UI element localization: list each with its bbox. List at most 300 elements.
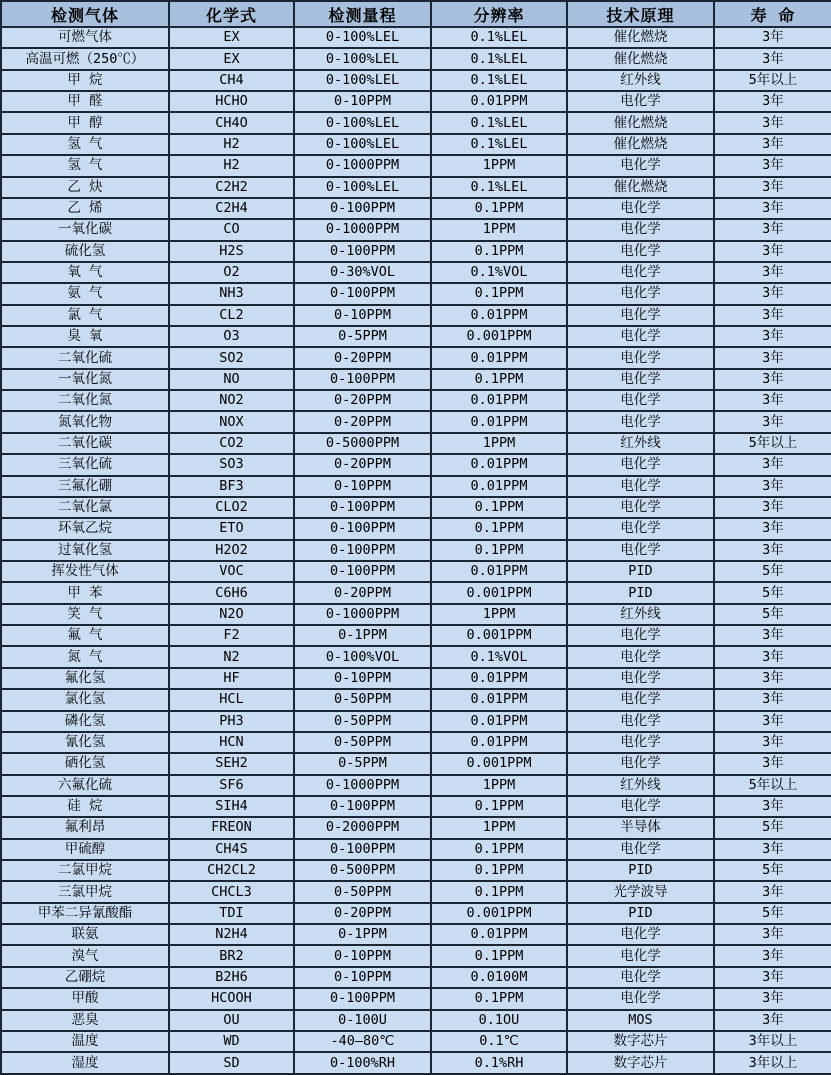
column-header-technology: 技术原理 [567, 1, 714, 27]
detection-range-cell: 0-20PPM [294, 903, 431, 924]
resolution-cell: 0.1%LEL [431, 27, 567, 48]
lifespan-cell: 3年 [714, 369, 831, 390]
table-row [1, 689, 831, 710]
gas-name-cell: 甲 苯 [1, 582, 169, 603]
lifespan-cell: 3年 [714, 518, 831, 539]
lifespan-cell: 3年 [714, 476, 831, 497]
lifespan-cell: 3年 [714, 497, 831, 518]
chemical-formula-cell: NO [169, 369, 294, 390]
chemical-formula-cell: NH3 [169, 283, 294, 304]
technology-cell: 电化学 [567, 625, 714, 646]
lifespan-cell: 3年以上 [714, 1031, 831, 1052]
resolution-cell: 0.1%RH [431, 1052, 567, 1074]
technology-cell: 电化学 [567, 369, 714, 390]
resolution-cell: 0.01PPM [431, 561, 567, 582]
detection-range-cell: 0-50PPM [294, 711, 431, 732]
resolution-cell: 0.001PPM [431, 753, 567, 774]
technology-cell: 电化学 [567, 497, 714, 518]
lifespan-cell: 5年 [714, 582, 831, 603]
resolution-cell: 0.1%VOL [431, 646, 567, 667]
chemical-formula-cell: NO2 [169, 390, 294, 411]
gas-name-cell: 可燃气体 [1, 27, 169, 48]
technology-cell: 电化学 [567, 839, 714, 860]
resolution-cell: 0.1PPM [431, 518, 567, 539]
technology-cell: 电化学 [567, 988, 714, 1009]
table-row [1, 561, 831, 582]
table-row [1, 518, 831, 539]
chemical-formula-cell: OU [169, 1010, 294, 1031]
lifespan-cell: 3年 [714, 732, 831, 753]
lifespan-cell: 3年 [714, 305, 831, 326]
detection-range-cell: 0-100%RH [294, 1052, 431, 1074]
detection-range-cell: 0-10PPM [294, 305, 431, 326]
gas-name-cell: 一氧化碳 [1, 219, 169, 240]
detection-range-cell: 0-10PPM [294, 91, 431, 112]
chemical-formula-cell: CH4S [169, 839, 294, 860]
resolution-cell: 1PPM [431, 433, 567, 454]
detection-range-cell: 0-1PPM [294, 924, 431, 945]
table-row [1, 198, 831, 219]
detection-range-cell: 0-30%VOL [294, 262, 431, 283]
gas-name-cell: 六氟化硫 [1, 775, 169, 796]
lifespan-cell: 3年 [714, 967, 831, 988]
gas-name-cell: 甲苯二异氰酸酯 [1, 903, 169, 924]
column-header-detection-range: 检测量程 [294, 1, 431, 27]
chemical-formula-cell: SEH2 [169, 753, 294, 774]
lifespan-cell: 3年 [714, 1010, 831, 1031]
lifespan-cell: 3年 [714, 155, 831, 176]
lifespan-cell: 5年 [714, 604, 831, 625]
resolution-cell: 0.1PPM [431, 283, 567, 304]
technology-cell: 催化燃烧 [567, 27, 714, 48]
gas-name-cell: 笑 气 [1, 604, 169, 625]
lifespan-cell: 5年 [714, 561, 831, 582]
lifespan-cell: 3年 [714, 326, 831, 347]
detection-range-cell: 0-500PPM [294, 860, 431, 881]
resolution-cell: 0.1℃ [431, 1031, 567, 1052]
detection-range-cell: 0-1000PPM [294, 155, 431, 176]
chemical-formula-cell: WD [169, 1031, 294, 1052]
table-row [1, 732, 831, 753]
detection-range-cell: 0-100PPM [294, 518, 431, 539]
chemical-formula-cell: N2H4 [169, 924, 294, 945]
lifespan-cell: 3年 [714, 753, 831, 774]
chemical-formula-cell: NOX [169, 411, 294, 432]
lifespan-cell: 3年 [714, 924, 831, 945]
gas-name-cell: 乙 烯 [1, 198, 169, 219]
chemical-formula-cell: O2 [169, 262, 294, 283]
table-row [1, 988, 831, 1009]
gas-name-cell: 联氨 [1, 924, 169, 945]
lifespan-cell: 3年 [714, 177, 831, 198]
lifespan-cell: 3年 [714, 646, 831, 667]
technology-cell: 电化学 [567, 155, 714, 176]
table-row [1, 326, 831, 347]
technology-cell: 电化学 [567, 518, 714, 539]
technology-cell: 催化燃烧 [567, 177, 714, 198]
table-row [1, 839, 831, 860]
resolution-cell: 0.1%LEL [431, 177, 567, 198]
chemical-formula-cell: FREON [169, 817, 294, 838]
chemical-formula-cell: HCHO [169, 91, 294, 112]
chemical-formula-cell: CO [169, 219, 294, 240]
lifespan-cell: 5年 [714, 903, 831, 924]
table-row [1, 903, 831, 924]
technology-cell: 电化学 [567, 305, 714, 326]
table-row [1, 27, 831, 48]
resolution-cell: 0.01PPM [431, 411, 567, 432]
technology-cell: 电化学 [567, 91, 714, 112]
technology-cell: 催化燃烧 [567, 48, 714, 69]
detection-range-cell: 0-100PPM [294, 369, 431, 390]
detection-range-cell: 0-100%LEL [294, 70, 431, 91]
table-row [1, 967, 831, 988]
resolution-cell: 0.001PPM [431, 582, 567, 603]
lifespan-cell: 5年以上 [714, 433, 831, 454]
resolution-cell: 0.01PPM [431, 390, 567, 411]
table-row [1, 390, 831, 411]
gas-name-cell: 乙 炔 [1, 177, 169, 198]
resolution-cell: 0.01PPM [431, 711, 567, 732]
gas-name-cell: 甲酸 [1, 988, 169, 1009]
lifespan-cell: 3年 [714, 262, 831, 283]
technology-cell: 电化学 [567, 646, 714, 667]
lifespan-cell: 3年 [714, 347, 831, 368]
resolution-cell: 0.01PPM [431, 347, 567, 368]
chemical-formula-cell: SF6 [169, 775, 294, 796]
gas-name-cell: 氟 气 [1, 625, 169, 646]
resolution-cell: 0.1%LEL [431, 70, 567, 91]
gas-name-cell: 二氧化氮 [1, 390, 169, 411]
table-row [1, 134, 831, 155]
table-row [1, 796, 831, 817]
table-row [1, 945, 831, 966]
chemical-formula-cell: SD [169, 1052, 294, 1074]
gas-name-cell: 湿度 [1, 1052, 169, 1074]
gas-name-cell: 氨 气 [1, 283, 169, 304]
chemical-formula-cell: CHCL3 [169, 881, 294, 902]
table-row [1, 70, 831, 91]
chemical-formula-cell: SO3 [169, 454, 294, 475]
gas-name-cell: 恶臭 [1, 1010, 169, 1031]
gas-name-cell: 氮 气 [1, 646, 169, 667]
gas-name-cell: 氰化氢 [1, 732, 169, 753]
lifespan-cell: 3年 [714, 881, 831, 902]
lifespan-cell: 5年以上 [714, 70, 831, 91]
resolution-cell: 0.1PPM [431, 497, 567, 518]
detection-range-cell: 0-5PPM [294, 326, 431, 347]
resolution-cell: 0.1PPM [431, 988, 567, 1009]
technology-cell: 红外线 [567, 70, 714, 91]
lifespan-cell: 3年 [714, 27, 831, 48]
lifespan-cell: 3年 [714, 988, 831, 1009]
lifespan-cell: 3年 [714, 91, 831, 112]
detection-range-cell: 0-10PPM [294, 476, 431, 497]
technology-cell: 光学波导 [567, 881, 714, 902]
table-row [1, 112, 831, 133]
chemical-formula-cell: PH3 [169, 711, 294, 732]
column-header-lifespan: 寿 命 [714, 1, 831, 27]
technology-cell: 数字芯片 [567, 1052, 714, 1074]
gas-name-cell: 温度 [1, 1031, 169, 1052]
resolution-cell: 1PPM [431, 604, 567, 625]
table-row [1, 860, 831, 881]
detection-range-cell: 0-50PPM [294, 689, 431, 710]
lifespan-cell: 3年 [714, 668, 831, 689]
table-row [1, 924, 831, 945]
table-row [1, 582, 831, 603]
resolution-cell: 0.1PPM [431, 369, 567, 390]
resolution-cell: 0.1PPM [431, 839, 567, 860]
detection-range-cell: 0-100%LEL [294, 48, 431, 69]
detection-range-cell: 0-10PPM [294, 967, 431, 988]
gas-name-cell: 乙硼烷 [1, 967, 169, 988]
technology-cell: 电化学 [567, 390, 714, 411]
resolution-cell: 0.1PPM [431, 945, 567, 966]
chemical-formula-cell: CH4 [169, 70, 294, 91]
header-row [1, 1, 831, 27]
technology-cell: PID [567, 860, 714, 881]
gas-name-cell: 氯化氢 [1, 689, 169, 710]
resolution-cell: 1PPM [431, 155, 567, 176]
detection-range-cell: 0-20PPM [294, 390, 431, 411]
detection-range-cell: 0-1000PPM [294, 604, 431, 625]
detection-range-cell: 0-100PPM [294, 283, 431, 304]
table-row [1, 881, 831, 902]
chemical-formula-cell: N2 [169, 646, 294, 667]
detection-range-cell: 0-100PPM [294, 540, 431, 561]
technology-cell: 电化学 [567, 262, 714, 283]
detection-range-cell: 0-1PPM [294, 625, 431, 646]
detection-range-cell: -40—80℃ [294, 1031, 431, 1052]
table-row [1, 411, 831, 432]
detection-range-cell: 0-20PPM [294, 411, 431, 432]
table-row [1, 262, 831, 283]
technology-cell: 电化学 [567, 924, 714, 945]
chemical-formula-cell: BR2 [169, 945, 294, 966]
chemical-formula-cell: H2 [169, 155, 294, 176]
table-row [1, 347, 831, 368]
resolution-cell: 1PPM [431, 219, 567, 240]
gas-name-cell: 高温可燃（250℃） [1, 48, 169, 69]
table-row [1, 540, 831, 561]
resolution-cell: 0.1%VOL [431, 262, 567, 283]
detection-range-cell: 0-100PPM [294, 241, 431, 262]
gas-name-cell: 氢 气 [1, 155, 169, 176]
chemical-formula-cell: O3 [169, 326, 294, 347]
lifespan-cell: 3年 [714, 48, 831, 69]
chemical-formula-cell: HCOOH [169, 988, 294, 1009]
table-row [1, 711, 831, 732]
technology-cell: 电化学 [567, 967, 714, 988]
detection-range-cell: 0-20PPM [294, 582, 431, 603]
technology-cell: MOS [567, 1010, 714, 1031]
table-row [1, 219, 831, 240]
technology-cell: 红外线 [567, 604, 714, 625]
chemical-formula-cell: VOC [169, 561, 294, 582]
gas-name-cell: 三氟化硼 [1, 476, 169, 497]
gas-name-cell: 溴气 [1, 945, 169, 966]
chemical-formula-cell: F2 [169, 625, 294, 646]
detection-range-cell: 0-100PPM [294, 198, 431, 219]
chemical-formula-cell: CO2 [169, 433, 294, 454]
table-row [1, 454, 831, 475]
chemical-formula-cell: B2H6 [169, 967, 294, 988]
technology-cell: 电化学 [567, 945, 714, 966]
gas-name-cell: 三氧化硫 [1, 454, 169, 475]
detection-range-cell: 0-100U [294, 1010, 431, 1031]
table-row [1, 241, 831, 262]
table-row [1, 1010, 831, 1031]
technology-cell: 电化学 [567, 668, 714, 689]
lifespan-cell: 3年 [714, 219, 831, 240]
lifespan-cell: 3年 [714, 241, 831, 262]
lifespan-cell: 3年以上 [714, 1052, 831, 1074]
chemical-formula-cell: SO2 [169, 347, 294, 368]
table-row [1, 305, 831, 326]
lifespan-cell: 5年 [714, 860, 831, 881]
gas-name-cell: 二氧化碳 [1, 433, 169, 454]
technology-cell: 电化学 [567, 689, 714, 710]
chemical-formula-cell: TDI [169, 903, 294, 924]
gas-name-cell: 氟化氢 [1, 668, 169, 689]
detection-range-cell: 0-20PPM [294, 347, 431, 368]
resolution-cell: 0.1PPM [431, 860, 567, 881]
detection-range-cell: 0-100%LEL [294, 112, 431, 133]
lifespan-cell: 3年 [714, 796, 831, 817]
detection-range-cell: 0-100PPM [294, 839, 431, 860]
chemical-formula-cell: EX [169, 27, 294, 48]
technology-cell: 数字芯片 [567, 1031, 714, 1052]
lifespan-cell: 3年 [714, 945, 831, 966]
technology-cell: 红外线 [567, 433, 714, 454]
table-row [1, 625, 831, 646]
resolution-cell: 0.0100M [431, 967, 567, 988]
technology-cell: 电化学 [567, 796, 714, 817]
detection-range-cell: 0-2000PPM [294, 817, 431, 838]
gas-name-cell: 硅 烷 [1, 796, 169, 817]
technology-cell: 电化学 [567, 711, 714, 732]
chemical-formula-cell: EX [169, 48, 294, 69]
technology-cell: PID [567, 561, 714, 582]
detection-range-cell: 0-100PPM [294, 988, 431, 1009]
technology-cell: 电化学 [567, 753, 714, 774]
chemical-formula-cell: HCN [169, 732, 294, 753]
table-row [1, 155, 831, 176]
gas-name-cell: 二氧化硫 [1, 347, 169, 368]
technology-cell: 电化学 [567, 241, 714, 262]
gas-name-cell: 氮氧化物 [1, 411, 169, 432]
gas-name-cell: 氢 气 [1, 134, 169, 155]
lifespan-cell: 3年 [714, 540, 831, 561]
gas-name-cell: 二氧化氯 [1, 497, 169, 518]
table-row [1, 646, 831, 667]
technology-cell: 催化燃烧 [567, 134, 714, 155]
gas-name-cell: 挥发性气体 [1, 561, 169, 582]
detection-range-cell: 0-20PPM [294, 454, 431, 475]
gas-name-cell: 甲 醛 [1, 91, 169, 112]
table-row [1, 1052, 831, 1074]
technology-cell: 红外线 [567, 775, 714, 796]
table-row [1, 604, 831, 625]
resolution-cell: 0.01PPM [431, 91, 567, 112]
resolution-cell: 0.1OU [431, 1010, 567, 1031]
gas-name-cell: 臭 氧 [1, 326, 169, 347]
column-header-chemical-formula: 化学式 [169, 1, 294, 27]
table-row [1, 91, 831, 112]
table-row [1, 1031, 831, 1052]
resolution-cell: 0.1PPM [431, 796, 567, 817]
resolution-cell: 0.01PPM [431, 476, 567, 497]
resolution-cell: 0.1PPM [431, 198, 567, 219]
table-body [1, 27, 831, 1074]
resolution-cell: 0.1PPM [431, 540, 567, 561]
resolution-cell: 0.001PPM [431, 326, 567, 347]
technology-cell: 催化燃烧 [567, 112, 714, 133]
gas-name-cell: 一氧化氮 [1, 369, 169, 390]
lifespan-cell: 3年 [714, 689, 831, 710]
chemical-formula-cell: CL2 [169, 305, 294, 326]
chemical-formula-cell: H2S [169, 241, 294, 262]
detection-range-cell: 0-100PPM [294, 561, 431, 582]
chemical-formula-cell: BF3 [169, 476, 294, 497]
resolution-cell: 0.01PPM [431, 454, 567, 475]
detection-range-cell: 0-1000PPM [294, 219, 431, 240]
gas-name-cell: 环氧乙烷 [1, 518, 169, 539]
lifespan-cell: 3年 [714, 198, 831, 219]
gas-name-cell: 过氧化氢 [1, 540, 169, 561]
resolution-cell: 0.1PPM [431, 241, 567, 262]
lifespan-cell: 5年以上 [714, 775, 831, 796]
technology-cell: 电化学 [567, 219, 714, 240]
gas-name-cell: 氟利昂 [1, 817, 169, 838]
chemical-formula-cell: HCL [169, 689, 294, 710]
chemical-formula-cell: CLO2 [169, 497, 294, 518]
table-row [1, 497, 831, 518]
chemical-formula-cell: CH4O [169, 112, 294, 133]
resolution-cell: 0.001PPM [431, 625, 567, 646]
lifespan-cell: 3年 [714, 839, 831, 860]
gas-name-cell: 甲 烷 [1, 70, 169, 91]
detection-range-cell: 0-100PPM [294, 796, 431, 817]
detection-range-cell: 0-5000PPM [294, 433, 431, 454]
technology-cell: 半导体 [567, 817, 714, 838]
chemical-formula-cell: CH2CL2 [169, 860, 294, 881]
detection-range-cell: 0-10PPM [294, 945, 431, 966]
table-row [1, 668, 831, 689]
table-row [1, 369, 831, 390]
table-row [1, 48, 831, 69]
table-row [1, 283, 831, 304]
resolution-cell: 0.01PPM [431, 668, 567, 689]
gas-name-cell: 氧 气 [1, 262, 169, 283]
table-row [1, 177, 831, 198]
chemical-formula-cell: HF [169, 668, 294, 689]
gas-name-cell: 甲 醇 [1, 112, 169, 133]
technology-cell: 电化学 [567, 347, 714, 368]
resolution-cell: 0.1%LEL [431, 134, 567, 155]
gas-name-cell: 硒化氢 [1, 753, 169, 774]
detection-range-cell: 0-100%LEL [294, 134, 431, 155]
column-header-resolution: 分辨率 [431, 1, 567, 27]
detection-range-cell: 0-5PPM [294, 753, 431, 774]
chemical-formula-cell: H2O2 [169, 540, 294, 561]
resolution-cell: 0.01PPM [431, 732, 567, 753]
chemical-formula-cell: C2H2 [169, 177, 294, 198]
chemical-formula-cell: SIH4 [169, 796, 294, 817]
table-row [1, 775, 831, 796]
technology-cell: 电化学 [567, 326, 714, 347]
